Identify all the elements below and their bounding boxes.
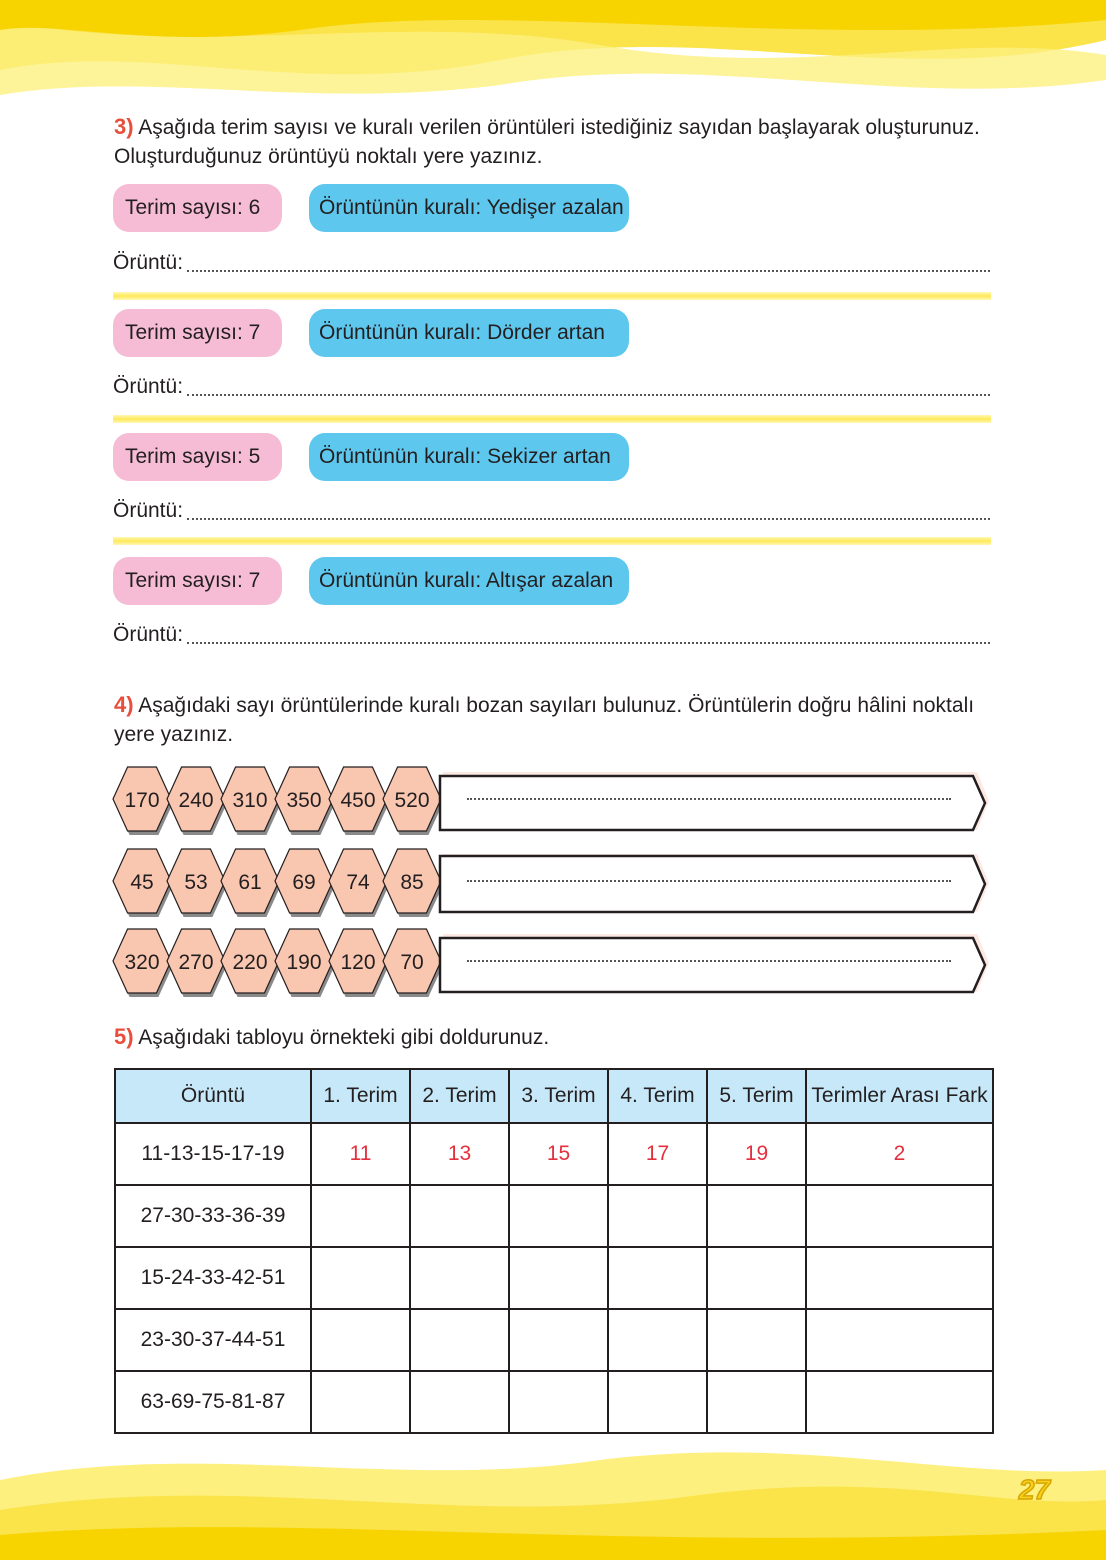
hexagon-number: 45 — [130, 871, 154, 894]
hexagon-number: 310 — [232, 789, 268, 812]
hexagon-number: 53 — [184, 871, 208, 894]
pattern-label: Örüntü: — [113, 375, 184, 398]
answer-box-frame — [437, 848, 991, 918]
hexagon-number-row — [112, 766, 452, 836]
q4-text-line2: yere yazınız. — [114, 723, 234, 746]
pattern-cell: 23-30-37-44-51 — [115, 1309, 311, 1371]
hexagon-row-graphic — [112, 928, 452, 998]
hexagon-number: 350 — [286, 789, 322, 812]
top-wave-decoration — [0, 0, 1106, 110]
header-term-5: 5. Terim — [707, 1069, 806, 1123]
rule-badge: Örüntünün kuralı: Dörder artan — [309, 309, 629, 357]
dotted-answer-field[interactable] — [187, 620, 990, 644]
term-cell: 19 — [707, 1123, 806, 1185]
term-cell[interactable] — [707, 1185, 806, 1247]
pattern-answer-line[interactable] — [113, 620, 990, 650]
pattern-answer-line[interactable] — [113, 372, 990, 402]
hexagon-row-graphic — [112, 848, 452, 918]
pattern-answer-line[interactable] — [113, 248, 990, 278]
hexagon-number: 74 — [346, 871, 370, 894]
dotted-answer-field[interactable] — [187, 372, 990, 396]
table-header-row — [115, 1069, 993, 1123]
answer-box[interactable] — [437, 848, 991, 918]
term-cell: 11 — [311, 1123, 410, 1185]
q4-number: 4) — [114, 692, 134, 717]
rule-badge: Örüntünün kuralı: Yedişer azalan — [309, 184, 629, 232]
term-cell[interactable] — [410, 1247, 509, 1309]
pattern-cell: 63-69-75-81-87 — [115, 1371, 311, 1433]
pattern-answer-line[interactable] — [113, 496, 990, 526]
hexagon-number: 85 — [400, 871, 424, 894]
hexagon-number: 450 — [340, 789, 376, 812]
q5-text: Aşağıdaki tabloyu örnekteki gibi doldurunuz. — [138, 1026, 550, 1049]
difference-cell[interactable] — [806, 1309, 993, 1371]
table-row — [115, 1123, 993, 1185]
q5-instruction — [114, 1022, 994, 1052]
pattern-cell: 11-13-15-17-19 — [115, 1123, 311, 1185]
hexagon-number: 220 — [232, 951, 268, 974]
term-cell[interactable] — [311, 1309, 410, 1371]
term-cell[interactable] — [608, 1371, 707, 1433]
hexagon-number: 270 — [178, 951, 214, 974]
divider — [113, 537, 991, 545]
term-count-badge: Terim sayısı: 7 — [113, 309, 282, 357]
rule-badge: Örüntünün kuralı: Sekizer artan — [309, 433, 629, 481]
answer-box-frame — [437, 928, 991, 998]
term-count-badge: Terim sayısı: 5 — [113, 433, 282, 481]
term-cell[interactable] — [707, 1247, 806, 1309]
hexagon-number: 170 — [124, 789, 160, 812]
difference-cell[interactable] — [806, 1371, 993, 1433]
hexagon-number: 69 — [292, 871, 316, 894]
divider — [113, 292, 991, 300]
q5-number: 5) — [114, 1024, 134, 1049]
hexagon-number: 190 — [286, 951, 322, 974]
term-cell: 15 — [509, 1123, 608, 1185]
header-term-3: 3. Terim — [509, 1069, 608, 1123]
term-cell: 17 — [608, 1123, 707, 1185]
header-term-1: 1. Terim — [311, 1069, 410, 1123]
page-number: 27 — [1018, 1474, 1050, 1505]
dotted-answer-field[interactable] — [467, 960, 951, 962]
answer-box[interactable] — [437, 766, 991, 836]
term-cell[interactable] — [509, 1371, 608, 1433]
dotted-answer-field[interactable] — [187, 248, 990, 272]
term-cell: 13 — [410, 1123, 509, 1185]
term-cell[interactable] — [311, 1247, 410, 1309]
q4-text-line1: Aşağıdaki sayı örüntülerinde kuralı bozan sayıları bulunuz. Örüntülerin doğru hâlini noktalı — [138, 694, 975, 717]
hexagon-number: 61 — [238, 871, 262, 894]
q3-text-line1: Aşağıda terim sayısı ve kuralı verilen örüntüleri istediğiniz sayıdan başlayarak oluşturunuz. — [138, 116, 980, 139]
term-cell[interactable] — [509, 1309, 608, 1371]
pattern-label: Örüntü: — [113, 251, 184, 274]
header-difference: Terimler Arası Fark — [806, 1069, 993, 1123]
term-cell[interactable] — [410, 1309, 509, 1371]
bottom-wave-decoration — [0, 1440, 1106, 1560]
hexagon-number-row — [112, 848, 452, 918]
table-row — [115, 1371, 993, 1433]
hexagon-number: 520 — [394, 789, 430, 812]
hexagon-number-row — [112, 928, 452, 998]
pattern-table — [114, 1068, 994, 1434]
q3-number: 3) — [114, 114, 134, 139]
difference-cell: 2 — [806, 1123, 993, 1185]
pattern-label: Örüntü: — [113, 623, 184, 646]
q3-text-line2: Oluşturduğunuz örüntüyü noktalı yere yazınız. — [114, 145, 543, 168]
answer-box[interactable] — [437, 928, 991, 998]
table-row — [115, 1309, 993, 1371]
term-cell[interactable] — [509, 1185, 608, 1247]
table-row — [115, 1185, 993, 1247]
hexagon-number: 240 — [178, 789, 214, 812]
term-cell[interactable] — [608, 1185, 707, 1247]
term-cell[interactable] — [311, 1371, 410, 1433]
header-term-4: 4. Terim — [608, 1069, 707, 1123]
pattern-label: Örüntü: — [113, 499, 184, 522]
answer-box-frame — [437, 766, 991, 836]
term-count-badge: Terim sayısı: 6 — [113, 184, 282, 232]
hexagon-number: 120 — [340, 951, 376, 974]
dotted-answer-field[interactable] — [467, 798, 951, 800]
difference-cell[interactable] — [806, 1185, 993, 1247]
term-cell[interactable] — [509, 1247, 608, 1309]
difference-cell[interactable] — [806, 1247, 993, 1309]
table-row — [115, 1247, 993, 1309]
dotted-answer-field[interactable] — [187, 496, 990, 520]
header-pattern: Örüntü — [115, 1069, 311, 1123]
term-cell[interactable] — [410, 1371, 509, 1433]
hexagon-row-graphic — [112, 766, 452, 836]
hexagon-number: 70 — [400, 951, 424, 974]
q4-instruction — [114, 690, 994, 749]
rule-badge: Örüntünün kuralı: Altışar azalan — [309, 557, 629, 605]
dotted-answer-field[interactable] — [467, 880, 951, 882]
hexagon-number: 320 — [124, 951, 160, 974]
term-cell[interactable] — [707, 1371, 806, 1433]
term-cell[interactable] — [608, 1309, 707, 1371]
pattern-cell: 15-24-33-42-51 — [115, 1247, 311, 1309]
term-cell[interactable] — [608, 1247, 707, 1309]
divider — [113, 415, 991, 423]
term-cell[interactable] — [707, 1309, 806, 1371]
q3-instruction — [114, 112, 994, 171]
term-cell[interactable] — [311, 1185, 410, 1247]
term-count-badge: Terim sayısı: 7 — [113, 557, 282, 605]
term-cell[interactable] — [410, 1185, 509, 1247]
pattern-cell: 27-30-33-36-39 — [115, 1185, 311, 1247]
header-term-2: 2. Terim — [410, 1069, 509, 1123]
